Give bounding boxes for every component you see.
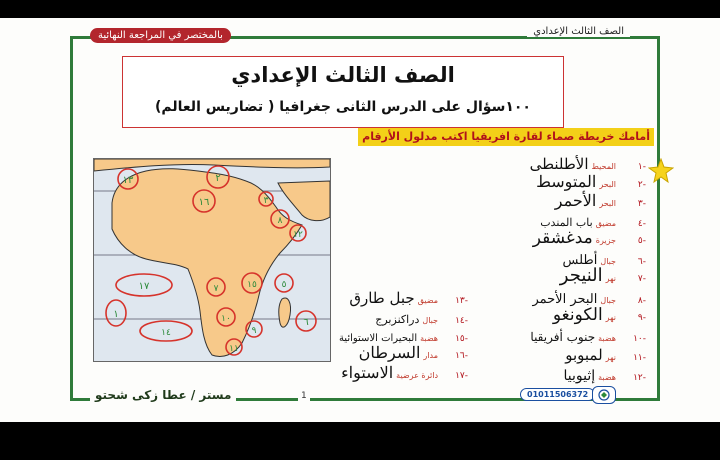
svg-text:٣: ٣	[263, 196, 269, 206]
series-badge: بالمختصر في المراجعة النهائية	[90, 28, 231, 43]
frame-border-left	[70, 36, 73, 400]
map-label-1	[106, 300, 126, 326]
svg-text:١٥: ١٥	[247, 280, 257, 290]
frame-border-right	[657, 36, 660, 400]
africa-blank-map	[93, 158, 331, 362]
worksheet-page	[0, 18, 720, 422]
list-item: -٧نهرالنيجر	[559, 265, 646, 286]
list-item: -١المحيطالأطلنطى	[529, 155, 646, 173]
page-title: الصف الثالث الإعدادي	[231, 63, 455, 87]
svg-text:٦: ٦	[303, 317, 309, 328]
list-item: -١٣مضيقجبل طارق	[349, 289, 468, 307]
list-item: -١٦مدارالسرطان	[358, 343, 468, 362]
list-item: -٤مضيقباب المندب	[540, 216, 646, 229]
list-item: -١٠هضبةجنوب أفريقيا	[530, 330, 646, 344]
svg-text:١٣: ١٣	[122, 175, 134, 186]
map-label-14	[140, 321, 192, 341]
instruction-banner: أمامك خريطة صماء لقارة افريقيا اكتب مدلول الأرقام	[358, 128, 654, 146]
svg-text:١٤: ١٤	[161, 328, 171, 338]
list-item: -٣البحرالأحمر	[554, 191, 646, 210]
svg-text:٨: ٨	[277, 216, 283, 226]
list-item: -١٢هضبةإثيوبيا	[563, 368, 646, 384]
list-item: -١٥هضبةالبحيرات الاستوائية	[338, 333, 468, 344]
map-label-17	[116, 274, 172, 296]
page-subtitle: ١٠٠سؤال على الدرس الثانى جغرافيا ( تضاريس العالم)	[155, 99, 531, 115]
svg-text:٢: ٢	[215, 173, 221, 184]
title-box	[122, 56, 564, 128]
svg-text:٥: ٥	[281, 280, 287, 290]
svg-text:١٧: ١٧	[138, 281, 150, 292]
list-item: -٦جبالأطلس	[562, 253, 646, 268]
list-item: -٩نهرالكونغو	[552, 305, 646, 325]
svg-text:١: ١	[113, 309, 119, 320]
list-item: -١٤جبالدراكنزبرج	[375, 313, 468, 326]
star-icon	[648, 158, 674, 184]
phone-number: 01011506372	[520, 388, 595, 401]
list-item: -٥جزيرةمدغشقر	[532, 228, 646, 248]
map-label-6	[296, 311, 316, 331]
list-item: -٨جبالالبحر الأحمر	[532, 292, 646, 307]
answers-left-list	[318, 288, 468, 384]
list-item: -١١نهرلمبوبو	[565, 346, 646, 364]
svg-text:١٠: ١٠	[221, 314, 231, 324]
svg-text:١٦: ١٦	[198, 197, 210, 208]
madagascar-island	[279, 298, 291, 327]
grade-header: الصف الثالث الإعدادي	[527, 26, 630, 37]
brand-logo-icon	[592, 386, 616, 404]
list-item: -١٧دائرة عرضيةالاستواء	[341, 363, 468, 382]
map-label-5	[275, 274, 293, 292]
author-name: مستر / عطا زكى شحتو	[90, 388, 236, 402]
africa-map-svg	[94, 159, 330, 361]
list-item: -٢البحرالمتوسط	[536, 172, 646, 191]
answers-right-list	[486, 154, 646, 386]
svg-text:١١: ١١	[229, 344, 239, 354]
svg-text:٩: ٩	[251, 326, 257, 336]
svg-text:١٢: ١٢	[293, 230, 303, 240]
svg-text:٧: ٧	[213, 284, 219, 294]
page-number: 1	[298, 391, 310, 401]
arabia-landmass	[278, 181, 330, 221]
